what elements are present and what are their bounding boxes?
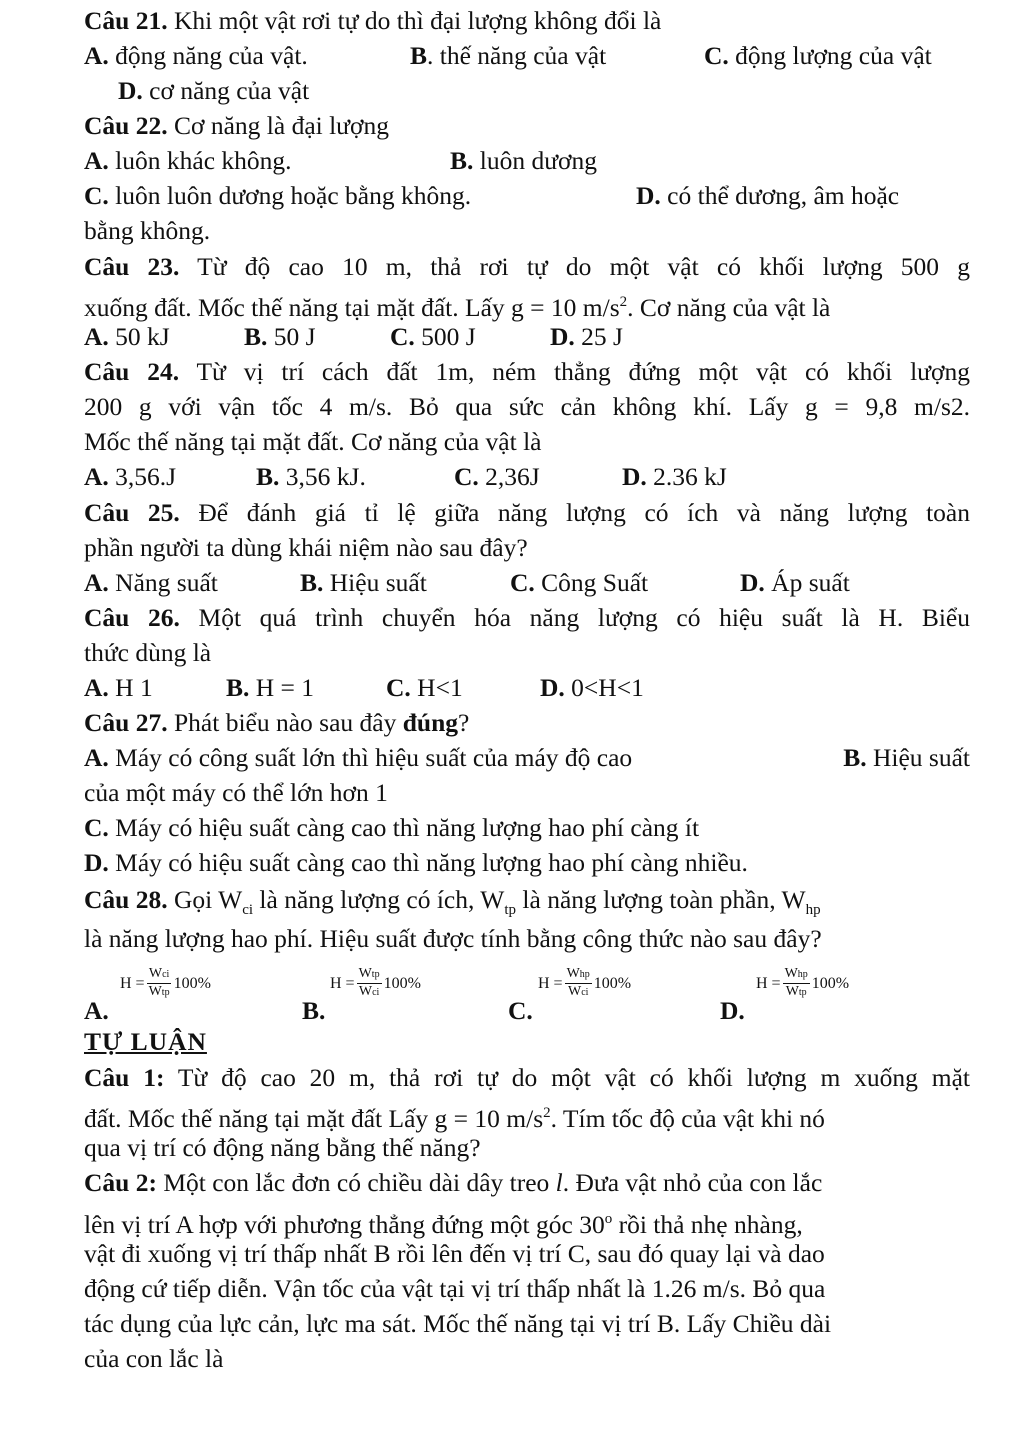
q28-option-b-key: B.	[302, 996, 326, 1025]
q28-sub-ci: ci	[242, 902, 254, 918]
q26-option-c-key: C.	[386, 673, 411, 702]
q28-option-b-denominator	[357, 984, 381, 1001]
q26-stem-line1	[84, 601, 970, 635]
q28-option-a-lhs: H =	[120, 974, 145, 992]
q27-option-c	[84, 811, 970, 845]
q28-stem-line2: là năng lượng hao phí. Hiệu suất được tính bằng công thức nào sau đây?	[84, 924, 822, 953]
q22-option-b	[450, 144, 597, 178]
q28-option-c-formula	[538, 966, 631, 1001]
c1-line1	[84, 1061, 970, 1095]
q27-option-c-text: Máy có hiệu suất càng cao thì năng lượng hao phí càng ít	[108, 813, 700, 842]
q27-option-a-key: A.	[84, 743, 109, 772]
q28-option-d-numerator	[783, 966, 810, 984]
q28-option-c-fraction	[565, 966, 592, 1001]
q27-option-c-key: C.	[84, 813, 109, 842]
q21-options-row1	[84, 39, 970, 73]
q26-option-a	[84, 671, 153, 705]
q24-stem-line1	[84, 355, 970, 389]
q27-option-d-text: Máy có hiệu suất càng cao thì năng lượng hao phí càng nhiều.	[108, 848, 748, 877]
q23-option-d	[550, 320, 623, 354]
q28-option-c-tail: 100%	[593, 974, 632, 992]
q27-option-a-text: Máy có công suất lớn thì hiệu suất của máy độ cao	[108, 743, 633, 772]
q26-option-a-text: H 1	[108, 673, 153, 702]
q23-gravity-expr: g = 10 m/s	[511, 293, 620, 322]
c2-label: Câu 2:	[84, 1168, 157, 1197]
q28-option-d-num-symbol: W	[784, 966, 798, 981]
q28-option-b-tail: 100%	[383, 974, 421, 992]
q28-option-b-lhs: H =	[330, 974, 355, 992]
q24-option-d	[622, 460, 727, 494]
q26-stem-line2: thức dùng là	[84, 638, 212, 667]
q24-option-c-text: 2,36J	[478, 462, 540, 491]
q28-text-part3: là năng lượng toàn phần, W	[516, 885, 806, 914]
q27-option-a	[84, 741, 632, 775]
q23-gravity-exponent: 2	[619, 294, 628, 310]
q28-option-d-num-sub: hp	[797, 969, 808, 980]
q24-option-a-key: A.	[84, 462, 109, 491]
q28-text-part1: Gọi W	[167, 885, 243, 914]
q27-options-row1	[84, 741, 970, 775]
q27-option-d-key: D.	[84, 848, 109, 877]
q23-line1-text: Từ độ cao 10 m, thả rơi tự do một vật có khối lượng 500 g	[179, 252, 970, 281]
q21-option-a-text: động năng của vật.	[108, 41, 308, 70]
q26-line1-text: Một quá trình chuyển hóa năng lượng có hiệu suất là H. Biểu	[179, 603, 970, 632]
q22-option-d	[636, 179, 899, 213]
section-heading-tu-luan: TỰ LUẬN	[84, 1027, 207, 1056]
q27-option-d	[84, 846, 970, 880]
c2-line2-pre: lên vị trí A hợp với phương thẳng đứng một góc	[84, 1210, 580, 1239]
c2-line1	[84, 1166, 970, 1200]
q28-option-b-num-symbol: W	[358, 966, 372, 981]
q25-option-b	[300, 566, 427, 600]
q23-option-c-key: C.	[390, 322, 415, 351]
q23-option-a	[84, 320, 170, 354]
q25-option-b-text: Hiệu suất	[323, 568, 427, 597]
q21-stem	[84, 4, 970, 38]
q21-option-c	[704, 39, 932, 73]
q23-options	[84, 320, 970, 354]
q28-option-c-key: C.	[508, 996, 533, 1025]
q26-option-c	[386, 671, 463, 705]
q28-option-a-tail: 100%	[173, 974, 211, 992]
q27-text-post: ?	[458, 708, 470, 737]
q24-option-b-key: B.	[256, 462, 280, 491]
q27-label: Câu 27.	[84, 708, 168, 737]
q23-option-b-key: B.	[244, 322, 268, 351]
q26-option-b-text: H = 1	[249, 673, 315, 702]
q21-text: Khi một vật rơi tự do thì đại lượng không đổi là	[167, 6, 662, 35]
q28-option-a-key: A.	[84, 996, 109, 1025]
q27-option-b-text: Hiệu suất	[866, 743, 970, 772]
q22-option-b-text: luôn dương	[473, 146, 598, 175]
q23-option-b	[244, 320, 316, 354]
q21-option-c-text: động lượng của vật	[728, 41, 932, 70]
c2-line2	[84, 1202, 970, 1239]
q28-option-a-num-sub: ci	[162, 969, 170, 980]
q23-option-a-text: 50 kJ	[108, 322, 170, 351]
q25-option-a-text: Năng suất	[108, 568, 218, 597]
q24-option-d-text: 2.36 kJ	[646, 462, 727, 491]
c2-line2-post: rồi thả nhẹ nhàng,	[612, 1210, 803, 1239]
q24-stem-line2: 200 g với vận tốc 4 m/s. Bỏ qua sức cản không khí. Lấy g = 9,8 m/s2.	[84, 392, 970, 421]
q28-option-c-num-symbol: W	[566, 966, 580, 981]
q21-option-b-key: B	[410, 41, 428, 70]
q25-line1-text: Để đánh giá tỉ lệ giữa năng lượng có ích và năng lượng toàn	[179, 498, 971, 527]
q23-option-d-text: 25 J	[574, 322, 623, 351]
q22-option-a	[84, 144, 292, 178]
q25-stem-line2: phần người ta dùng khái niệm nào sau đây?	[84, 533, 528, 562]
q23-stem-line1	[84, 250, 970, 284]
c2-angle-value: 30	[579, 1210, 605, 1239]
q26-option-a-key: A.	[84, 673, 109, 702]
q24-option-d-key: D.	[622, 462, 647, 491]
q28-sub-tp: tp	[504, 902, 517, 918]
q25-options	[84, 566, 970, 600]
q28-text-part2: là năng lượng có ích, W	[253, 885, 505, 914]
q24-option-a	[84, 460, 176, 494]
q21-option-a	[84, 39, 308, 73]
q24-option-b	[256, 460, 366, 494]
q22-options-row2	[84, 179, 970, 213]
q27-text-bold: đúng	[402, 708, 459, 737]
q28-option-a-formula	[120, 966, 211, 1001]
q23-option-b-text: 50 J	[267, 322, 316, 351]
q22-option-a-text: luôn khác không.	[108, 146, 292, 175]
q24-option-c-key: C.	[454, 462, 479, 491]
q21-option-a-key: A.	[84, 41, 109, 70]
q24-stem-line3: Mốc thế năng tại mặt đất. Cơ năng của vật là	[84, 427, 542, 456]
c1-line2	[84, 1096, 970, 1133]
q21-option-d-text: cơ năng của vật	[142, 76, 310, 105]
q28-option-c-numerator	[565, 966, 592, 984]
q28-option-d-fraction	[783, 966, 810, 1001]
q28-option-d-lhs: H =	[756, 974, 781, 992]
c1-label: Câu 1:	[84, 1063, 165, 1092]
q24-options	[84, 460, 970, 494]
q24-option-c	[454, 460, 540, 494]
q28-option-a-denominator	[147, 984, 172, 1001]
q22-text: Cơ năng là đại lượng	[167, 111, 389, 140]
c2-line1-post: . Đưa vật nhỏ của con lắc	[562, 1168, 823, 1197]
q21-label: Câu 21.	[84, 6, 168, 35]
q25-option-a	[84, 566, 218, 600]
c2-length-symbol: l	[555, 1168, 563, 1197]
q28-label: Câu 28.	[84, 885, 168, 914]
q25-option-b-key: B.	[300, 568, 324, 597]
q25-option-d	[740, 566, 850, 600]
q28-option-c-den-symbol: W	[567, 984, 582, 999]
q26-option-d-text: 0<H<1	[564, 673, 644, 702]
q28-option-b-den-symbol: W	[358, 984, 373, 999]
q28-option-d-den-sub: tp	[798, 987, 807, 998]
q27-text-pre: Phát biểu nào sau đây	[167, 708, 403, 737]
q22-option-c-text: luôn luôn dương hoặc bằng không.	[108, 181, 472, 210]
q22-stem	[84, 109, 970, 143]
q22-option-b-key: B.	[450, 146, 474, 175]
q28-option-b-formula	[330, 966, 421, 1001]
q28-option-b-numerator	[357, 966, 382, 984]
q23-line2-post: . Cơ năng của vật là	[627, 293, 831, 322]
q23-option-d-key: D.	[550, 322, 575, 351]
q28-option-d-tail: 100%	[811, 974, 850, 992]
q28-option-a-num-symbol: W	[148, 966, 163, 981]
q28-option-d-den-symbol: W	[785, 984, 799, 999]
q27-stem	[84, 706, 970, 740]
q21-option-c-key: C.	[704, 41, 729, 70]
q24-option-b-text: 3,56 kJ.	[279, 462, 366, 491]
q22-label: Câu 22.	[84, 111, 168, 140]
q23-line2-pre: xuống đất. Mốc thế năng tại mặt đất. Lấy	[84, 293, 512, 322]
c1-gravity-expr: g = 10 m/s	[434, 1104, 544, 1133]
q22-option-c-key: C.	[84, 181, 109, 210]
q28-option-c-den-sub: ci	[581, 987, 589, 998]
q22-option-a-key: A.	[84, 146, 109, 175]
q22-option-d-text: có thể dương, âm hoặc	[660, 181, 900, 210]
q28-option-b-fraction	[357, 966, 382, 1001]
q28-option-c-denominator	[566, 984, 590, 1001]
q23-option-c-text: 500 J	[414, 322, 476, 351]
q26-options	[84, 671, 970, 705]
q24-label: Câu 24.	[84, 357, 180, 386]
c2-line4: động cứ tiếp diễn. Vận tốc của vật tại vị trí thấp nhất là 1.26 m/s. Bỏ qua	[84, 1274, 826, 1303]
q28-option-c-lhs: H =	[538, 974, 563, 992]
q21-option-d	[118, 74, 518, 108]
q22-option-c	[84, 179, 471, 213]
q25-option-c	[510, 566, 648, 600]
q23-label: Câu 23.	[84, 252, 180, 281]
c2-line6: của con lắc là	[84, 1344, 224, 1373]
q28-option-d-denominator	[784, 984, 809, 1001]
q27-option-b	[843, 741, 970, 775]
c1-line1-text: Từ độ cao 20 m, thả rơi tự do một vật có khối lượng m xuống mặt	[164, 1063, 971, 1092]
q25-stem-line1	[84, 496, 970, 530]
c2-line5: tác dụng của lực cản, lực ma sát. Mốc thế năng tại vị trí B. Lấy Chiều dài	[84, 1309, 832, 1338]
q24-option-a-text: 3,56.J	[108, 462, 177, 491]
q28-option-b-num-sub: tp	[371, 969, 380, 980]
q25-label: Câu 25.	[84, 498, 180, 527]
q26-label: Câu 26.	[84, 603, 180, 632]
c2-degree-symbol: o	[604, 1211, 613, 1227]
c2-line1-pre: Một con lắc đơn có chiều dài dây treo	[156, 1168, 556, 1197]
q28-option-b-den-sub: ci	[372, 987, 380, 998]
q22-option-d-key: D.	[636, 181, 661, 210]
q27-option-b-continued: của một máy có thể lớn hơn 1	[84, 778, 388, 807]
q22-options-row1	[84, 144, 970, 178]
q25-option-a-key: A.	[84, 568, 109, 597]
q24-line1-text: Từ vị trí cách đất 1m, ném thẳng đứng một vật có khối lượng	[179, 357, 970, 386]
q25-option-c-key: C.	[510, 568, 535, 597]
q26-option-d-key: D.	[540, 673, 565, 702]
c2-line3: vật đi xuống vị trí thấp nhất B rồi lên đến vị trí C, sau đó quay lại và dao	[84, 1239, 825, 1268]
q23-stem-line2	[84, 285, 970, 322]
q28-option-a-fraction	[147, 966, 172, 1001]
q26-option-d	[540, 671, 644, 705]
q26-option-b-key: B.	[226, 673, 250, 702]
q21-option-b	[410, 39, 606, 73]
c1-line2-post: . Tím tốc độ của vật khi nó	[550, 1104, 825, 1133]
q26-option-b	[226, 671, 314, 705]
q26-option-c-text: H<1	[410, 673, 463, 702]
q21-option-d-key: D.	[118, 76, 143, 105]
q28-option-a-den-sub: tp	[161, 987, 170, 998]
q25-option-d-key: D.	[740, 568, 765, 597]
q28-sub-hp: hp	[805, 902, 821, 918]
c1-gravity-exponent: 2	[543, 1105, 551, 1121]
c1-line2-pre: đất. Mốc thế năng tại mặt đất Lấy	[84, 1104, 435, 1133]
q28-option-a-den-symbol: W	[148, 984, 162, 999]
q23-option-a-key: A.	[84, 322, 109, 351]
q21-option-b-text: . thế năng của vật	[427, 41, 607, 70]
q28-option-d-key: D.	[720, 996, 745, 1025]
q28-option-c-num-sub: hp	[579, 969, 590, 980]
q25-option-d-text: Áp suất	[764, 568, 850, 597]
q28-option-d-formula	[756, 966, 849, 1001]
q27-option-b-key: B.	[843, 743, 867, 772]
q28-stem-line1	[84, 883, 970, 917]
q23-option-c	[390, 320, 476, 354]
q22-option-d-continued: bằng không.	[84, 216, 211, 245]
q25-option-c-text: Công Suất	[534, 568, 649, 597]
q28-option-a-numerator	[147, 966, 171, 984]
c1-line3: qua vị trí có động năng bằng thế năng?	[84, 1133, 481, 1162]
